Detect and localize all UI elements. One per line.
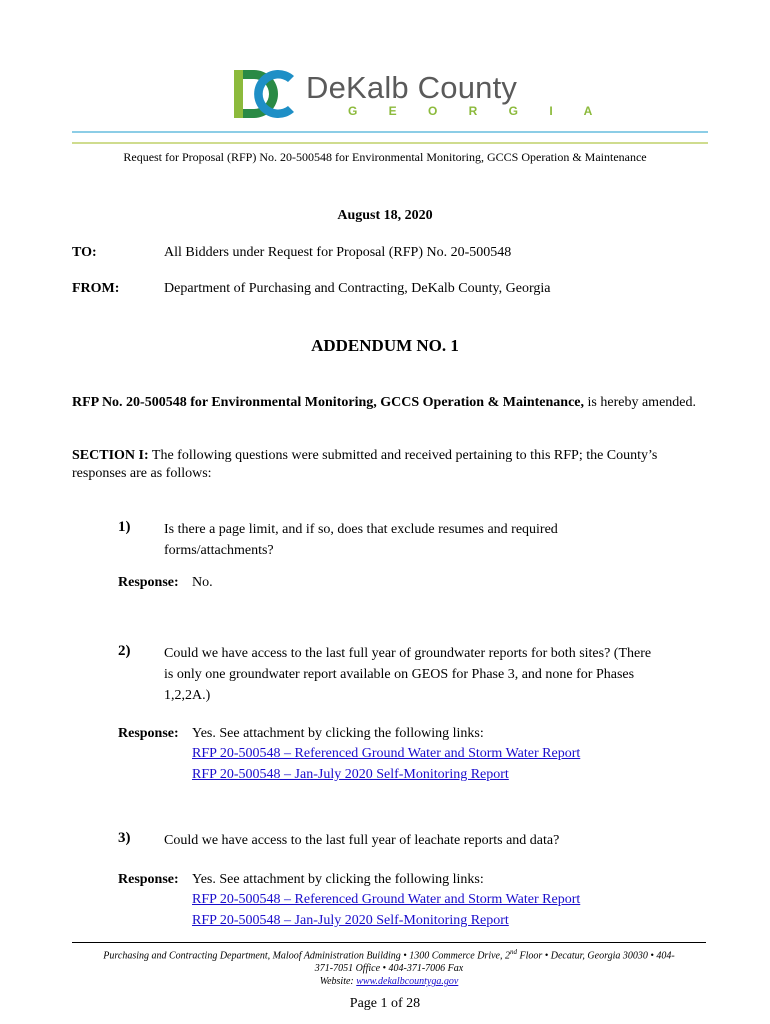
- header-rule-blue: [72, 131, 708, 133]
- question-text: [164, 519, 704, 561]
- footer-superscript: nd: [509, 948, 517, 956]
- page-footer: [72, 946, 706, 988]
- from-value: Department of Purchasing and Contracting, DeKalb County, Georgia: [164, 281, 551, 296]
- section-one-paragraph: [72, 447, 700, 483]
- section-one-label: SECTION I:: [72, 448, 149, 463]
- question-line: 1,2,2A.): [164, 688, 211, 703]
- to-value: All Bidders under Request for Proposal (RFP) No. 20-500548: [164, 245, 512, 260]
- self-monitoring-report-link[interactable]: RFP 20-500548 – Jan-July 2020 Self-Monitoring Report: [192, 913, 509, 928]
- question-line: Is there a page limit, and if so, does that exclude resumes and required: [164, 522, 558, 537]
- response-label: Response:: [118, 872, 179, 887]
- header-rule-green: [72, 142, 708, 144]
- footer-address-part: Floor • Decatur, Georgia 30030 • 404-: [516, 950, 675, 962]
- question-number: 2): [118, 643, 131, 659]
- response-text: Yes. See attachment by clicking the following links:: [192, 872, 484, 887]
- question-line: Could we have access to the last full year of leachate reports and data?: [164, 833, 560, 848]
- response-label: Response:: [118, 726, 179, 741]
- dc-logo-mark-icon: [232, 66, 302, 122]
- footer-website-line: [72, 975, 706, 988]
- logo-state-name: G E O R G I A: [348, 104, 607, 118]
- section-one-text: The following questions were submitted and received pertaining to this RFP; the County’s responses are as follows:: [72, 448, 658, 481]
- document-date: August 18, 2020: [337, 208, 433, 223]
- self-monitoring-report-link[interactable]: RFP 20-500548 – Jan-July 2020 Self-Monitoring Report: [192, 767, 509, 782]
- page-number: Page 1 of 28: [349, 996, 421, 1011]
- groundwater-report-link[interactable]: RFP 20-500548 – Referenced Ground Water and Storm Water Report: [192, 892, 581, 907]
- county-website-link[interactable]: www.dekalbcountyga.gov: [356, 976, 459, 988]
- footer-address: [72, 946, 706, 962]
- question-line: forms/attachments?: [164, 543, 274, 558]
- question-text: [164, 830, 704, 851]
- document-header: Request for Proposal (RFP) No. 20-500548 for Environmental Monitoring, GCCS Operation & Maintenance: [123, 150, 647, 164]
- footer-phone: 371-7051 Office • 404-371-7006 Fax: [314, 963, 464, 975]
- logo-county-name: DeKalb County: [306, 70, 518, 105]
- response-text: Yes. See attachment by clicking the following links:: [192, 726, 484, 741]
- footer-rule: [72, 942, 706, 943]
- footer-website-label: Website:: [319, 976, 354, 988]
- footer-address-part: Purchasing and Contracting Department, Maloof Administration Building • 1300 Commerce Drive, 2: [103, 950, 510, 962]
- intro-paragraph: [72, 394, 700, 412]
- question-text: [164, 643, 704, 706]
- question-number: 1): [118, 519, 131, 535]
- to-label: TO:: [72, 245, 97, 260]
- intro-rest: is hereby amended.: [584, 395, 696, 410]
- response-label: Response:: [118, 575, 179, 590]
- response-text: No.: [192, 575, 213, 590]
- question-line: is only one groundwater report available on GEOS for Phase 3, and none for Phases: [164, 667, 635, 682]
- addendum-title: ADDENDUM NO. 1: [311, 336, 459, 355]
- question-line: Could we have access to the last full year of groundwater reports for both sites? (There: [164, 646, 652, 661]
- intro-bold: RFP No. 20-500548 for Environmental Monitoring, GCCS Operation & Maintenance,: [72, 395, 585, 410]
- from-label: FROM:: [72, 281, 120, 296]
- question-number: 3): [118, 830, 131, 846]
- groundwater-report-link[interactable]: RFP 20-500548 – Referenced Ground Water and Storm Water Report: [192, 746, 581, 761]
